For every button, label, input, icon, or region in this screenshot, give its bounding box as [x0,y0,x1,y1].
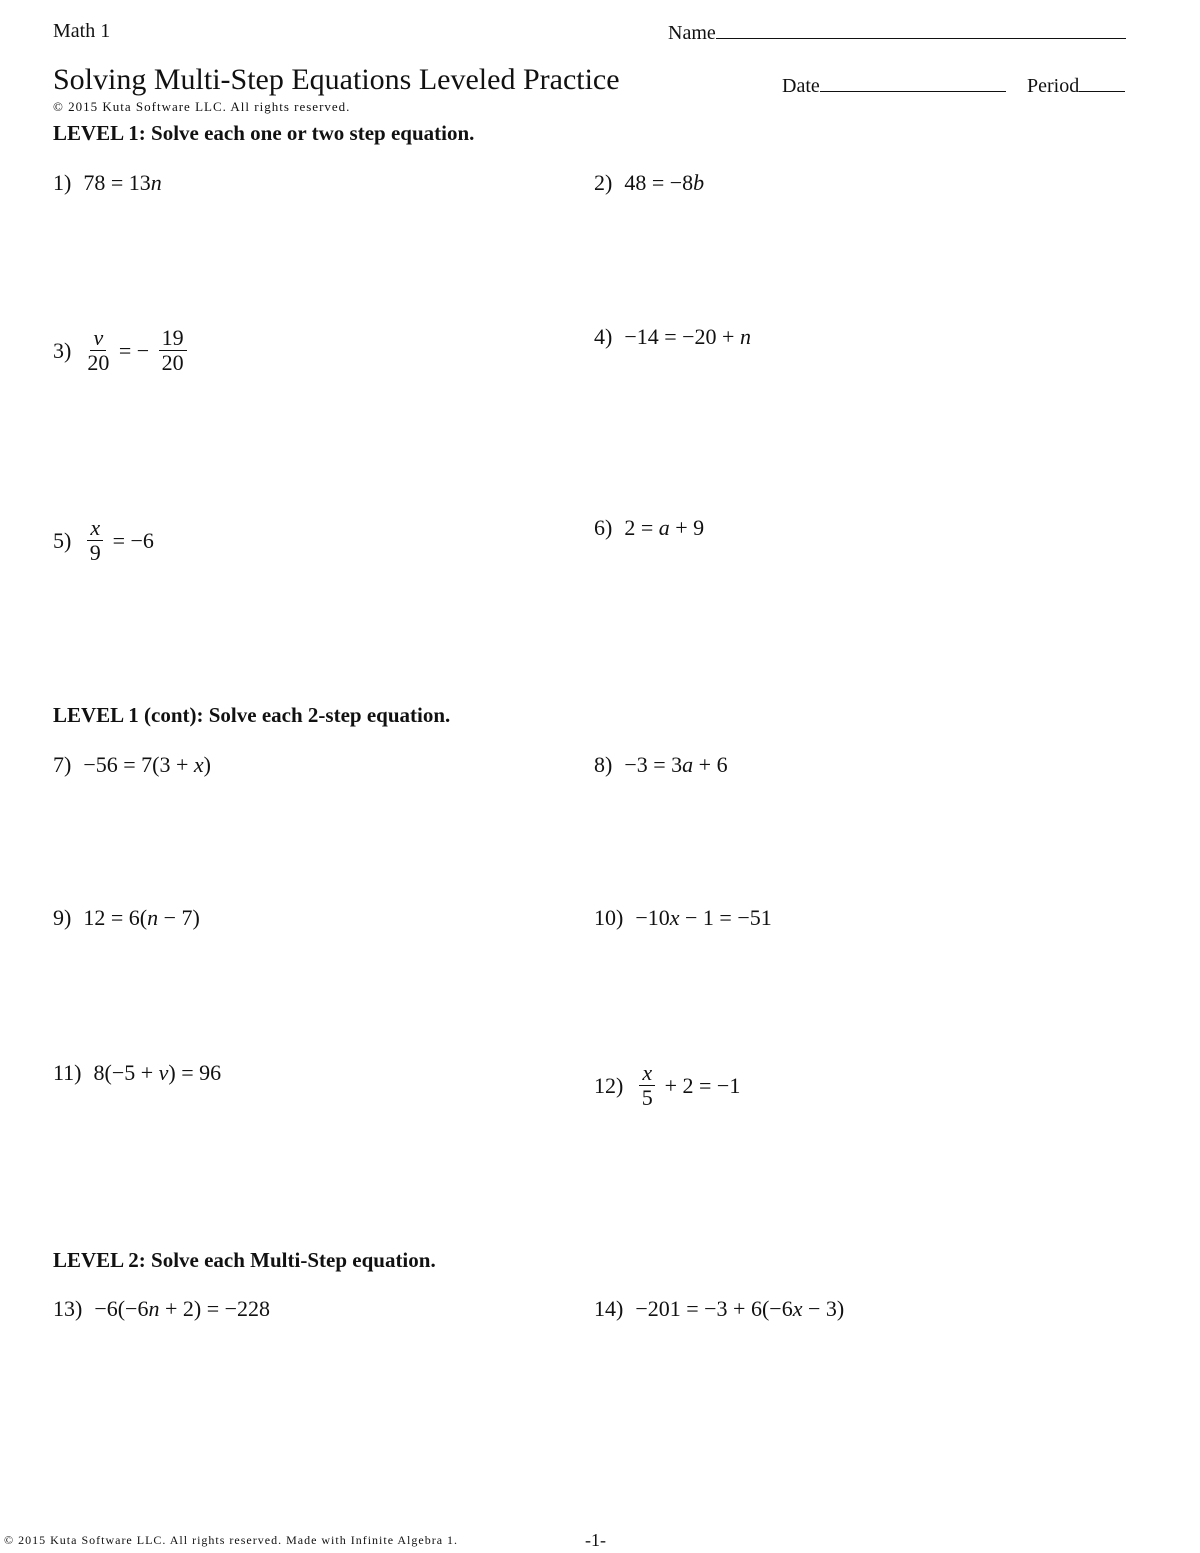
variable: a [682,752,694,777]
equation-text: = −6 [107,527,154,553]
name-field[interactable] [668,20,1126,45]
problem-2 [594,170,704,196]
problem-number: 10) [594,905,624,930]
problem-6 [594,515,704,541]
equation [83,516,154,565]
problem-4 [594,324,751,350]
variable: v [158,1060,169,1085]
equation-text: −14 = −20 + [624,324,740,349]
problem-number: 8) [594,752,613,777]
section-heading: LEVEL 2: Solve each Multi-Step equation. [53,1248,436,1272]
period-label: Period [1027,75,1080,97]
date-label: Date [782,75,820,97]
name-label: Name [668,22,716,44]
numerator: v [90,326,106,351]
problem-number: 11) [53,1060,82,1085]
equation [635,1296,844,1322]
equation-text: 12 = 6( [83,905,148,930]
equation [635,1061,740,1110]
variable: n [147,905,159,930]
fraction [87,326,109,375]
equation-text: ) [203,752,211,777]
footer-copyright: © 2015 Kuta Software LLC. All rights reserved. Made with Infinite Algebra 1. [4,1533,459,1547]
equation [624,170,704,196]
equation [624,752,727,778]
problem-11 [53,1060,221,1086]
problem-9 [53,905,200,931]
worksheet-title: Solving Multi-Step Equations Leveled Practice [53,63,620,96]
course-label: Math 1 [53,20,111,42]
problem-number: 9) [53,905,72,930]
period-field[interactable] [1027,73,1125,98]
section-heading: LEVEL 1 (cont): Solve each 2-step equation. [53,703,451,727]
equation-text: ) = 96 [168,1060,222,1085]
problem-number: 7) [53,752,72,777]
problem-1 [53,170,162,196]
problem-7 [53,752,211,778]
problem-number: 12) [594,1072,624,1098]
equation-text: − 7) [158,905,200,930]
numerator: x [87,516,103,541]
problem-13 [53,1296,270,1322]
variable: x [669,905,680,930]
variable: n [739,324,751,349]
fraction [159,326,187,375]
equation-text: −6(−6 [94,1296,149,1321]
equation-text: + 2 = −1 [659,1072,741,1098]
equation-text: −201 = −3 + 6(−6 [635,1296,793,1321]
equation [83,326,190,375]
equation-text: + 9 [669,515,705,540]
equation [624,324,751,350]
equation [83,170,161,196]
equation-text: 2 = [624,515,659,540]
problem-number: 13) [53,1296,83,1321]
equation-text: 78 = 13 [83,170,151,195]
variable: n [148,1296,160,1321]
problem-number: 14) [594,1296,624,1321]
numerator: x [639,1061,655,1086]
denominator: 9 [89,540,101,566]
equation-text: −10 [635,905,670,930]
copyright: © 2015 Kuta Software LLC. All rights reserved. [53,99,351,114]
equation [624,515,704,541]
date-field[interactable] [782,73,1006,98]
variable: b [693,170,705,195]
equation-text: 48 = −8 [624,170,694,195]
denominator: 20 [87,350,110,376]
equation-text: − 3) [802,1296,845,1321]
problem-12 [594,1061,740,1110]
problem-number: 3) [53,337,72,363]
numerator: 19 [159,326,187,351]
equation-text: 8(−5 + [93,1060,159,1085]
fraction [639,1061,655,1110]
equation [635,905,771,931]
equation [83,905,199,931]
problem-number: 6) [594,515,613,540]
equation [94,1296,270,1322]
problem-number: 1) [53,170,72,195]
problem-8 [594,752,728,778]
equation-text: = − [113,337,155,363]
variable: n [150,170,162,195]
equation-text: + 2) = −228 [159,1296,271,1321]
problem-5 [53,516,154,565]
section-heading: LEVEL 1: Solve each one or two step equation. [53,121,475,145]
denominator: 5 [641,1085,653,1111]
equation [83,752,211,778]
fraction [87,516,103,565]
equation [94,1060,222,1086]
problem-10 [594,905,772,931]
equation-text: −56 = 7(3 + [83,752,194,777]
variable: a [658,515,670,540]
denominator: 20 [161,350,184,376]
equation-text: + 6 [693,752,728,777]
problem-3 [53,326,191,375]
variable: x [193,752,204,777]
variable: x [792,1296,803,1321]
problem-number: 2) [594,170,613,195]
problem-14 [594,1296,844,1322]
equation-text: −3 = 3 [624,752,683,777]
equation-text: − 1 = −51 [679,905,772,930]
problem-number: 5) [53,527,72,553]
problem-number: 4) [594,324,613,349]
page-number: -1- [585,1530,606,1550]
